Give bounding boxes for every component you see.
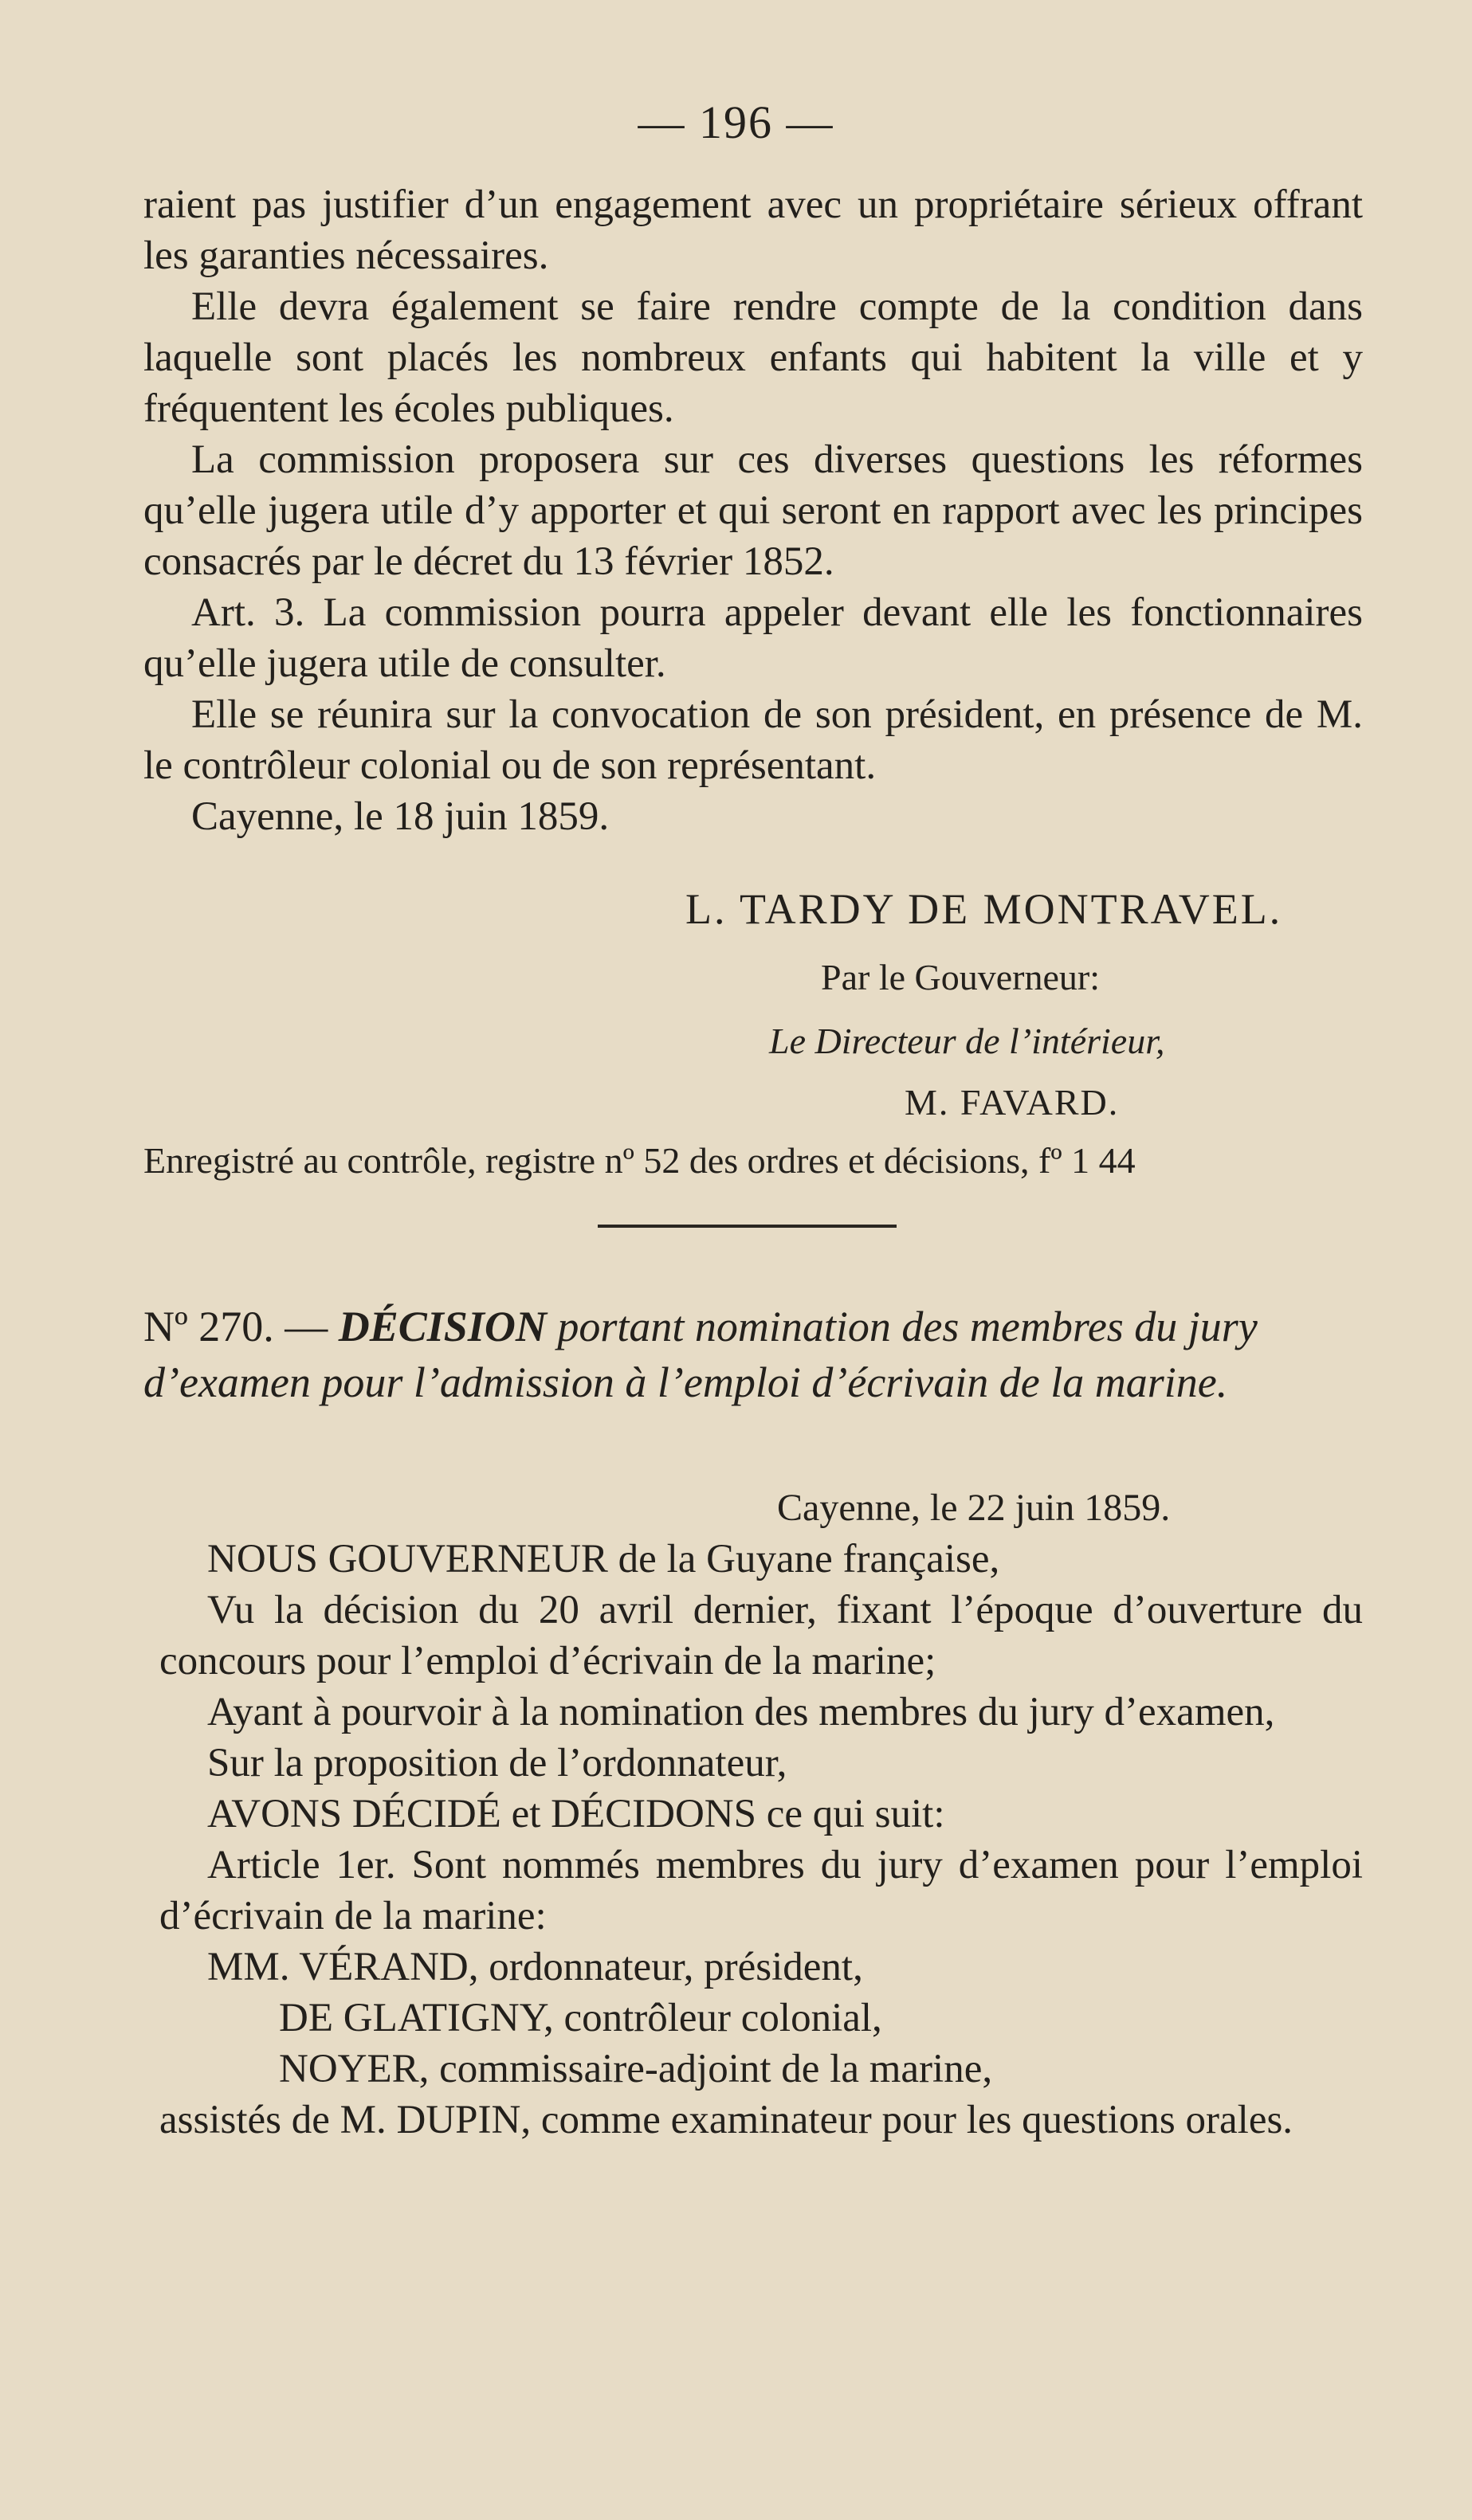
decision-number: Nº 270. — — [143, 1303, 328, 1350]
paragraph: Elle devra également se faire rendre compte de la condition dans laquelle sont placés les nombreux enfants qui habitent la ville et y fréquentent les écoles publiques. — [143, 284, 1363, 431]
jury-members-list — [159, 1942, 1363, 2095]
paragraph: AVONS DÉCIDÉ et DÉCIDONS ce qui suit: — [207, 1792, 945, 1836]
article-3: Art. 3. La commission pourra appeler devant elle les fonctionnaires qu’elle jugera utile de consulter. — [143, 590, 1363, 686]
directeur-interieur: Le Directeur de l’intérieur, — [769, 1021, 1165, 1061]
paragraph: Ayant à pourvoir à la nomination des membres du jury d’examen, — [207, 1690, 1275, 1734]
list-item: NOYER, commissaire-adjoint de la marine, — [279, 2047, 993, 2091]
page-number: — 196 — — [638, 96, 834, 148]
registration-note: Enregistré au contrôle, registre nº 52 des ordres et décisions, fº 1 44 — [143, 1140, 1136, 1181]
decision-title: portant nomination des membres du jury d’examen pour l’admission à l’emploi d’écrivain de la marine. — [143, 1303, 1258, 1406]
decision-date: Cayenne, le 22 juin 1859. — [777, 1487, 1171, 1529]
paragraph: Elle se réunira sur la convocation de son président, en présence de M. le contrôleur colonial ou de son représentant. — [143, 692, 1363, 788]
favard-signature: M. FAVARD. — [905, 1082, 1120, 1123]
governor-line: NOUS GOUVERNEUR de la Guyane française, — [207, 1537, 1000, 1581]
paragraph: Sur la proposition de l’ordonnateur, — [207, 1741, 787, 1785]
paragraph: La commission proposera sur ces diverses questions les réformes qu’elle jugera utile d’y apporter et qui seront en rapport avec les principes consacrés par le décret du 13 février 1852. — [143, 437, 1363, 584]
par-le-gouverneur: Par le Gouverneur: — [821, 957, 1100, 997]
final-paragraph: assistés de M. DUPIN, comme examinateur pour les questions orales. — [159, 2098, 1293, 2142]
decision-title-bold: DÉCISION — [338, 1303, 547, 1350]
paragraph: raient pas justifier d’un engagement avec un propriétaire sérieux offrant les garanties nécessaires. — [143, 182, 1363, 278]
governor-signature: L. TARDY DE MONTRAVEL. — [685, 885, 1283, 933]
previous-decision-text — [143, 179, 1363, 842]
date-line: Cayenne, le 18 juin 1859. — [191, 794, 610, 839]
list-item: DE GLATIGNY, contrôleur colonial, — [279, 1996, 882, 2040]
decision-body — [159, 1534, 1363, 2146]
separator-rule — [598, 1225, 897, 1228]
list-item: MM. VÉRAND, ordonnateur, président, — [207, 1945, 863, 1989]
article-1: Article 1er. Sont nommés membres du jury d’examen pour l’emploi d’écrivain de la marine: — [159, 1843, 1363, 1938]
paragraph: Vu la décision du 20 avril dernier, fixant l’époque d’ouverture du concours pour l’emploi d’écrivain de la marine; — [159, 1588, 1363, 1683]
decision-heading — [143, 1299, 1363, 1410]
